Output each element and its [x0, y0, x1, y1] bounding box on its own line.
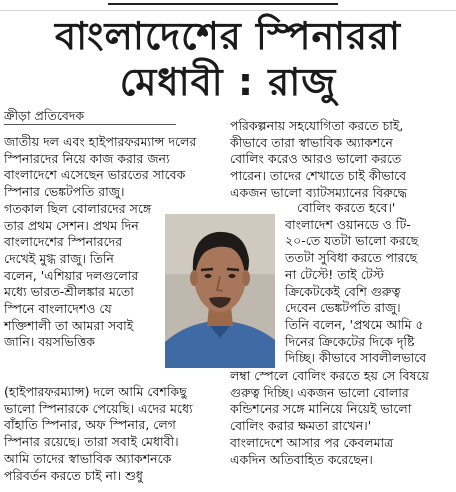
byline: ক্রীড়া প্রতিবেদক — [4, 108, 85, 123]
text-line: ভালো স্পিনারকে পেয়েছি। এদের মধ্যে — [4, 400, 193, 416]
text-line: স্পিনে বাংলাদেশও যে — [4, 301, 112, 317]
text-line: স্পিনার রয়েছে। তারা সবাই মেধাবী। — [4, 434, 179, 450]
text-line: আমি তাদের স্বাভাবিক অ্যাকশনকে — [4, 450, 172, 466]
text-line: গতকাল ছিল বোলারদের সঙ্গে — [4, 200, 152, 216]
text-line: ক্রিকেটকেই বেশি গুরুত্ব — [285, 283, 401, 299]
headline-line-1: বাংলাদেশের স্পিনাররা — [55, 14, 401, 58]
right-mid-column — [285, 200, 455, 367]
text-line: মধ্যে ভারত-শ্রীলঙ্কার মতো — [4, 284, 134, 300]
text-line: পারেন। তাদের শেখাতে চাই কীভাবে — [230, 168, 407, 184]
text-line: একজন ভালো ব্যাটসম্যানের বিরুদ্ধে — [230, 184, 407, 200]
text-line: শক্তিশালী তা আমরা সবাই — [4, 317, 134, 333]
text-line: স্পিনার ভেঙ্কটপতি রাজু। — [4, 184, 125, 200]
text-line: কীভাবে তারা স্বাভাবিক অ্যাকশনে — [230, 134, 393, 150]
text-line: দেখেই মুগ্ধ রাজু। তিনি — [4, 250, 114, 266]
text-line: (হাইপারফরম্যান্স) দলে আমি বেশকিছু — [4, 384, 187, 399]
bottom-left-column — [4, 384, 226, 484]
text-line: ততটা সুবিধা করতে পারছে — [285, 250, 418, 266]
text-line: বাংলাদেশের স্পিনারদের — [4, 234, 123, 250]
text-line: বাংলাদেশে আসার পর কেবলমাত্র — [230, 434, 394, 450]
text-line: বাংলাদেশে এসেছেন ভারতের সাবেক — [4, 167, 186, 183]
text-line: স্পিনারদের নিয়ে কাজ করার জন্য — [4, 150, 170, 166]
right-top-column — [230, 118, 452, 202]
text-line: বাঁহাতি স্পিনার, অফ স্পিনার, লেগ — [4, 417, 176, 433]
right-bottom-column — [230, 368, 452, 468]
text-line: বোলিং করার ক্ষমতা রাখেন।' — [230, 418, 372, 434]
text-line: না টেস্টে! তাই টেস্ট — [285, 266, 385, 282]
text-line: পরিবর্তন করতে চাই না। শুধু — [4, 467, 143, 483]
text-line: বোলিং করেও আরও ভালো করতে — [230, 151, 402, 167]
text-line: জানি। বয়সভিত্তিক — [4, 334, 96, 350]
text-line: ২০-তে যতটা ভালো করছে — [285, 233, 419, 249]
text-line: বাংলাদেশ ওয়ানডে ও টি- — [285, 216, 411, 232]
headline-line-2: মেধাবী : রাজু — [119, 60, 337, 104]
text-line: গুরুত্ব দিচ্ছি। একজন ভালো বোলার — [230, 384, 409, 400]
byline-rule — [4, 124, 176, 125]
text-line: কন্ডিশনের সঙ্গে মানিয়ে নিয়েই ভালো — [230, 401, 412, 417]
portrait-photo — [165, 214, 275, 368]
text-line: দিচ্ছি। কীভাবে সাবলীলভাবে — [285, 350, 427, 366]
text-line: তিনি বলেন, 'প্রথমে আমি ৫ — [285, 316, 424, 332]
portrait-illustration — [165, 214, 275, 368]
text-line: দেবেন ভেঙ্কটপতি রাজু। — [285, 300, 401, 316]
text-line: একদিন অতিবাহিত করেছেন। — [230, 451, 373, 467]
page-top-strip — [0, 0, 456, 11]
text-line: জাতীয় দল এবং হাইপারফরম্যান্স দলের — [4, 134, 197, 149]
text-line: লম্বা স্পেলে বোলিং করতে হয় সে বিষয়ে — [230, 368, 429, 383]
text-line: পরিকল্পনায় সহযোগিতা করতে চাই, — [230, 118, 404, 133]
text-line: দিনের ক্রিকেটের দিকে দৃষ্টি — [285, 333, 415, 349]
text-line: বোলিং করতে হবে।' — [297, 200, 396, 215]
text-line: বলেন, 'এশিয়ার দলগুলোর — [4, 267, 139, 283]
top-rule — [108, 3, 338, 5]
text-line: তার প্রথম সেশন। প্রথম দিন — [4, 217, 139, 233]
